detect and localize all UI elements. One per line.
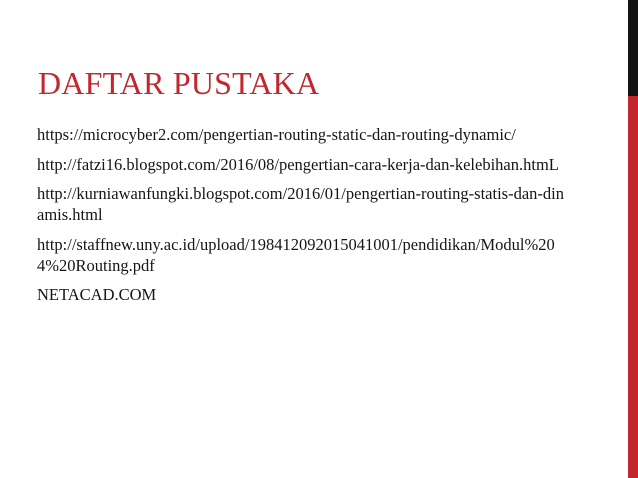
reference-list xyxy=(37,124,567,314)
accent-bar-red xyxy=(628,96,638,478)
reference-item-3: http://kurniawanfungki.blogspot.com/2016/01/pengertian-routing-statis-dan-dinamis.html xyxy=(37,184,564,224)
reference-item-5: NETACAD.COM xyxy=(37,285,157,304)
slide-title: DAFTAR PUSTAKA xyxy=(38,65,320,101)
accent-bar-dark xyxy=(628,0,638,96)
reference-item-4: http://staffnew.uny.ac.id/upload/198412092015041001/pendidikan/Modul%204%20Routing.pdf xyxy=(37,234,555,275)
reference-item-1: https://microcyber2.com/pengertian-routing-static-dan-routing-dynamic/ xyxy=(37,125,516,144)
reference-item-2: http://fatzi16.blogspot.com/2016/08/pengertian-cara-kerja-dan-kelebihan.htmL xyxy=(37,154,559,174)
